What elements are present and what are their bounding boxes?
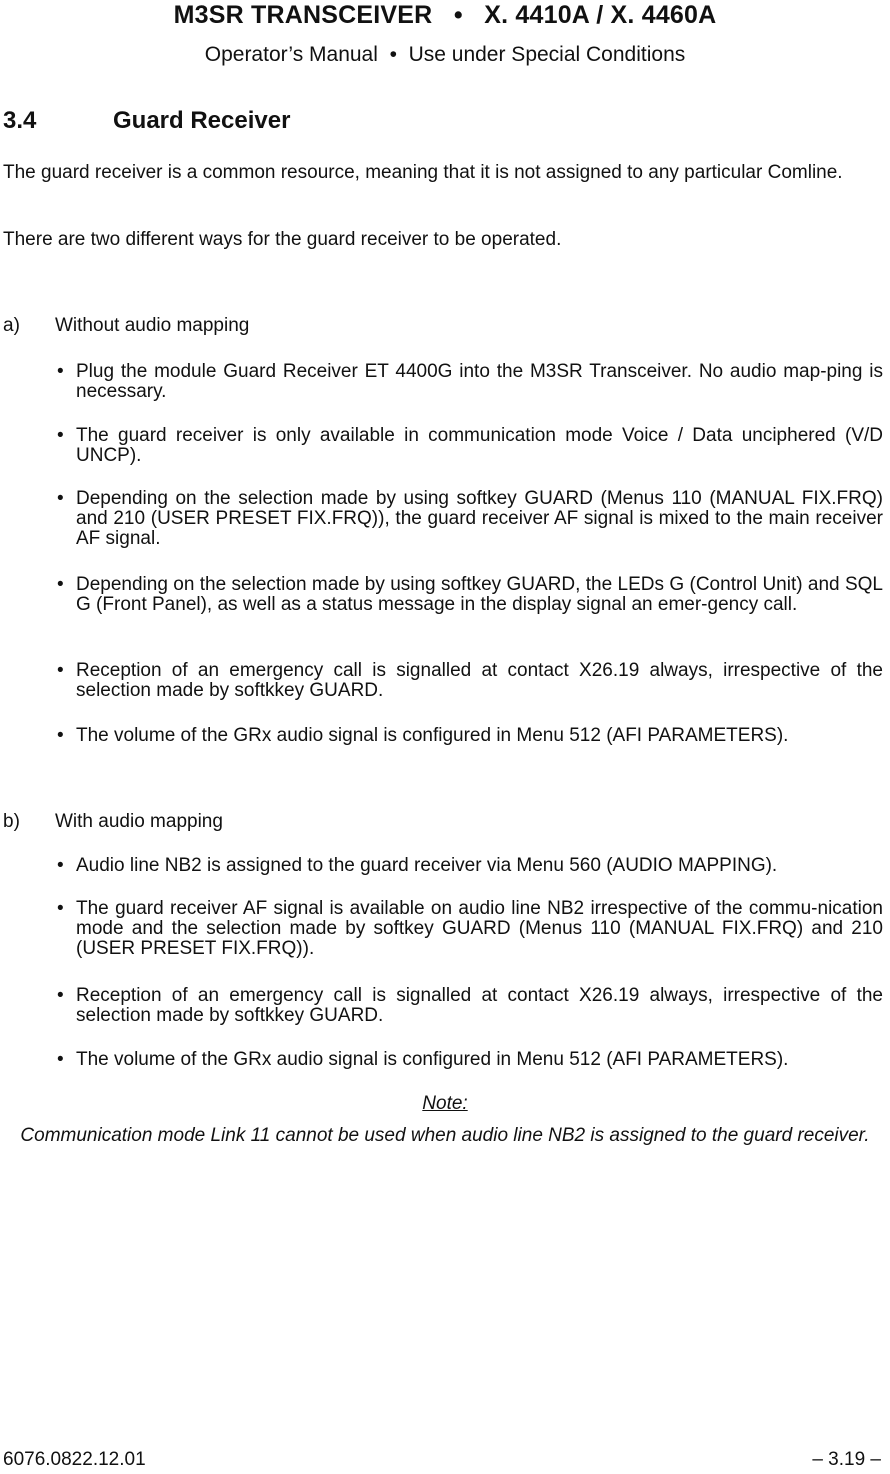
bullet-icon: • bbox=[57, 1049, 64, 1070]
list-item bbox=[57, 489, 883, 549]
list-item bbox=[57, 426, 883, 466]
document-number: 6076.0822.12.01 bbox=[3, 1449, 146, 1470]
list-item-text: Audio line NB2 is assigned to the guard receiver via Menu 560 (AUDIO MAPPING). bbox=[76, 855, 778, 876]
bullet-icon: • bbox=[57, 361, 64, 382]
list-item-text: Reception of an emergency call is signalled at contact X26.19 always, irrespective of the selection made by softkkey GUARD. bbox=[76, 660, 883, 701]
list-item bbox=[57, 575, 883, 615]
page-number: – 3.19 – bbox=[812, 1449, 881, 1470]
list-item-text: The volume of the GRx audio signal is configured in Menu 512 (AFI PARAMETERS). bbox=[76, 1049, 789, 1070]
bullet-icon: • bbox=[57, 855, 64, 876]
section-heading bbox=[3, 106, 290, 136]
document-title: M3SR TRANSCEIVER • X. 4410A / X. 4460A bbox=[173, 1, 717, 29]
list-item-text: Plug the module Guard Receiver ET 4400G into the M3SR Transceiver. No audio map-ping is necessary. bbox=[76, 361, 883, 402]
option-b-heading bbox=[3, 812, 223, 832]
note-text: Communication mode Link 11 cannot be used when audio line NB2 is assigned to the guard receiver. bbox=[20, 1125, 870, 1146]
list-item bbox=[57, 1050, 883, 1070]
bullet-icon: • bbox=[57, 898, 64, 919]
list-item bbox=[57, 986, 883, 1026]
list-item bbox=[57, 661, 883, 701]
document-subtitle: Operator’s Manual • Use under Special Conditions bbox=[204, 43, 686, 66]
section-title: Guard Receiver bbox=[113, 107, 291, 134]
section-number: 3.4 bbox=[3, 107, 37, 134]
list-item-text: Reception of an emergency call is signalled at contact X26.19 always, irrespective of the selection made by softkkey GUARD. bbox=[76, 985, 883, 1026]
intro-paragraph-1: The guard receiver is a common resource, meaning that it is not assigned to any particular Comline. bbox=[3, 162, 843, 183]
page-header bbox=[0, 0, 890, 67]
intro-paragraph-2: There are two different ways for the guard receiver to be operated. bbox=[3, 229, 562, 250]
list-item bbox=[57, 856, 883, 876]
bullet-icon: • bbox=[57, 574, 64, 595]
option-a-marker: a) bbox=[3, 315, 20, 336]
option-a-title: Without audio mapping bbox=[55, 315, 250, 336]
option-a-heading bbox=[3, 316, 249, 336]
option-b-title: With audio mapping bbox=[55, 811, 223, 832]
bullet-icon: • bbox=[57, 985, 64, 1006]
list-item-text: The volume of the GRx audio signal is configured in Menu 512 (AFI PARAMETERS). bbox=[76, 725, 789, 746]
list-item-text: Depending on the selection made by using softkey GUARD, the LEDs G (Control Unit) and SQL G (Front Panel), as well as a status message in the display signal an emer-gency call. bbox=[76, 574, 883, 615]
option-b-marker: b) bbox=[3, 811, 20, 832]
bullet-icon: • bbox=[57, 425, 64, 446]
list-item-text: Depending on the selection made by using softkey GUARD (Menus 110 (MANUAL FIX.FRQ) and 210 (USER PRESET FIX.FRQ)), the guard receiver AF signal is mixed to the main receiver AF signal. bbox=[76, 488, 883, 549]
list-item-text: The guard receiver AF signal is available on audio line NB2 irrespective of the commu-nication mode and the selection made by softkey GUARD (Menus 110 (MANUAL FIX.FRQ) and 210 (USER PRESET FIX.FRQ)). bbox=[76, 898, 883, 959]
bullet-icon: • bbox=[57, 725, 64, 746]
list-item bbox=[57, 726, 883, 746]
bullet-icon: • bbox=[57, 488, 64, 509]
bullet-icon: • bbox=[57, 660, 64, 681]
list-item bbox=[57, 362, 883, 402]
note-label: Note: bbox=[422, 1093, 468, 1114]
list-item-text: The guard receiver is only available in communication mode Voice / Data unciphered (V/D UNCP). bbox=[76, 425, 883, 466]
list-item bbox=[57, 899, 883, 959]
